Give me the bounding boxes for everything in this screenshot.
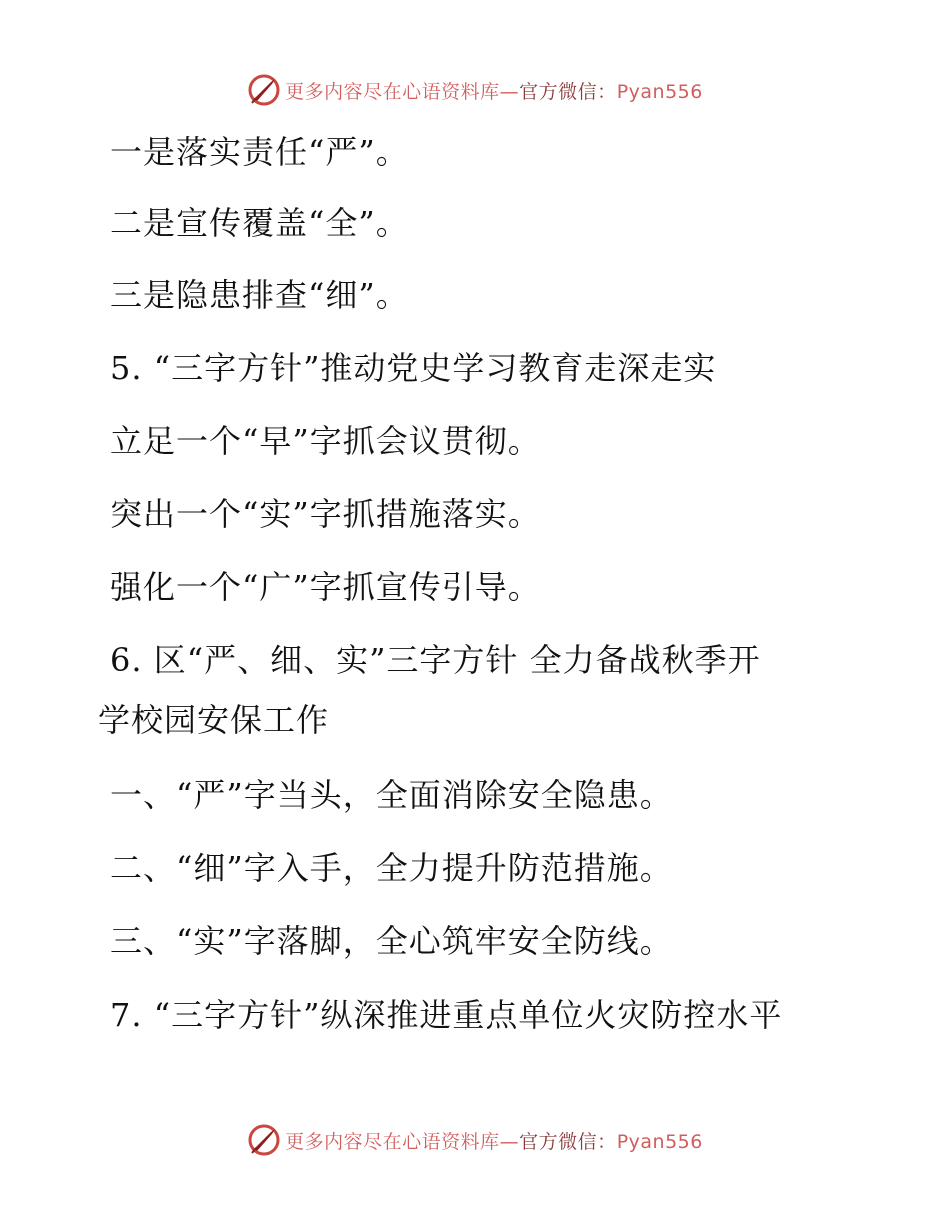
watermark-text: 更多内容尽在心语资料库—官方微信：Pyan556: [285, 80, 703, 103]
header-watermark: [0, 70, 950, 110]
section-heading-continuation: 学校园安保工作: [98, 701, 330, 739]
text-line: 一是落实责任“严”。: [110, 133, 409, 171]
text-line: 三是隐患排查“细”。: [110, 276, 409, 314]
section-heading: 7. “三字方针”纵深推进重点单位火灾防控水平: [110, 996, 783, 1034]
text-line: 突出一个“实”字抓措施落实。: [110, 495, 541, 533]
section-heading: 5. “三字方针”推动党史学习教育走深走实: [110, 349, 717, 387]
text-line: 二是宣传覆盖“全”。: [110, 204, 409, 242]
section-heading: 6. 区“严、细、实”三字方针 全力备战秋季开: [110, 641, 761, 679]
quill-logo-icon: [247, 73, 281, 107]
watermark-text: 更多内容尽在心语资料库—官方微信：Pyan556: [285, 1130, 703, 1153]
text-line: 二、“细”字入手，全力提升防范措施。: [110, 849, 673, 887]
text-line: 强化一个“广”字抓宣传引导。: [110, 568, 541, 606]
text-line: 立足一个“早”字抓会议贯彻。: [110, 422, 541, 460]
footer-watermark: [0, 1120, 950, 1160]
text-line: 一、“严”字当头，全面消除安全隐患。: [110, 776, 673, 814]
quill-logo-icon: [247, 1123, 281, 1157]
text-line: 三、“实”字落脚，全心筑牢安全防线。: [110, 922, 673, 960]
